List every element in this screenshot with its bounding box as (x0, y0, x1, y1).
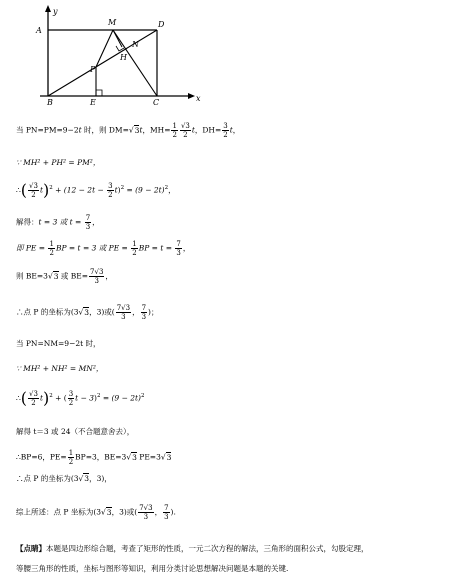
text: ∴点 P 的坐标为(3 (16, 307, 79, 317)
fraction (85, 214, 91, 231)
solution-line-14: 综上所述：点 P 坐标为(3√3，3)或( $\frac{7√3}{3}$ ， $\frac{7}{3}$ ). (16, 504, 176, 521)
text: 当 PN=PM=9−2 (16, 125, 79, 135)
denominator: 2 (183, 131, 188, 139)
denominator: 3 (164, 513, 169, 521)
text: 解得： (16, 217, 39, 227)
numerator: √3 (180, 122, 190, 130)
text: ， (182, 243, 191, 253)
text: ，3)或( (89, 307, 115, 317)
text: ，3)或( (111, 507, 138, 517)
numerator: 7√3 (90, 268, 104, 276)
denominator: 3 (85, 223, 91, 231)
label-E: E (90, 98, 96, 107)
text: ). (170, 507, 176, 517)
text: ∴BP=6，PE= (16, 452, 67, 462)
solution-line-1: 当 PN=PM=9−2t 时，则 DM=√3t，MH= $\frac{1}{2}$ $\frac{√3}{2}$ t，DH= $\frac{3}{2}$ t， (16, 122, 241, 139)
numerator: 7√3 (116, 304, 131, 312)
fraction (138, 504, 153, 521)
denominator: 3 (94, 277, 99, 285)
fraction (68, 390, 74, 407)
comment-line-1 (16, 544, 369, 554)
var-t: t (139, 125, 143, 135)
text: ， (168, 185, 176, 195)
text: 本题是四边形综合题，考查了矩形的性质，一元二次方程的解法，三角形的面积公式，勾股定理， (46, 544, 369, 553)
text: BP=3，BE=3 (75, 452, 127, 462)
fraction (163, 504, 169, 521)
denominator: 3 (176, 249, 181, 257)
var-t: t (39, 185, 43, 195)
numerator: 3 (223, 122, 228, 130)
denominator: 2 (108, 191, 113, 199)
denominator: 3 (143, 513, 149, 521)
text: ，3)， (89, 474, 112, 483)
y-axis-arrow (45, 5, 51, 12)
label-x: x (196, 94, 201, 103)
text: + ( (52, 393, 67, 403)
fraction (180, 122, 191, 139)
solution-line-9: ∵ MH² + NH² = MN²， (16, 364, 104, 373)
radicand: 3 (166, 452, 172, 462)
label-P: P (90, 65, 96, 74)
var-t: t (191, 125, 195, 135)
radicand: 3 (134, 125, 140, 135)
exponent: 2 (49, 185, 53, 191)
fraction (116, 304, 131, 321)
text: ，DH= (194, 125, 222, 135)
segment-MH (113, 30, 122, 47)
text: 时，则 DM= (81, 125, 129, 135)
var-t: t (229, 125, 233, 135)
numerator: 7 (85, 214, 91, 222)
solution-line-4 (16, 214, 100, 231)
exponent: 2 (120, 185, 125, 191)
text: ， (92, 217, 100, 227)
radicand: 3 (84, 474, 90, 483)
fraction (28, 182, 39, 199)
text: BP = t = (138, 243, 175, 253)
var-t: t (114, 185, 118, 195)
text: = (9 − 2t) (124, 185, 165, 195)
numerator: 3 (108, 182, 113, 190)
text: ， (105, 271, 113, 281)
comment-line-2: 等腰三角形的性质，坐标与图形等知识，利用分类讨论思想解决问题是本题的关键. (16, 564, 289, 573)
text: ， (154, 507, 163, 517)
fraction (48, 240, 54, 257)
denominator: 2 (31, 399, 36, 407)
label-D: D (158, 20, 165, 29)
solution-line-12: ∴BP=6，PE= $\frac{1}{2}$ BP=3，BE=3√3 PE=3√3 (16, 449, 172, 466)
text: = (9 − 2t) (100, 393, 141, 403)
fraction (28, 390, 39, 407)
text: 或 BE= (58, 271, 89, 281)
denominator: 2 (31, 191, 36, 199)
solution-line-13: ∴点 P 的坐标为(3√3，3)， (16, 474, 112, 483)
text: t = 3 或 t = (38, 217, 84, 227)
comment-tag: 【点睛】 (16, 544, 46, 553)
right-angle-E (96, 90, 102, 96)
label-N: N (132, 40, 139, 49)
label-C: C (153, 98, 160, 107)
label-H: H (120, 53, 127, 62)
solution-line-11: 解得 t＝3 或 24（不合题意舍去）， (16, 427, 135, 436)
solution-line-2: ∵ MH² + PH² = PM²， (16, 158, 101, 167)
solution-line-7: ∴点 P 的坐标为(3√3，3)或( $\frac{7√3}{3}$ ， $\frac{7}{3}$ )； (16, 304, 159, 321)
fraction (141, 304, 147, 321)
numerator: 7√3 (139, 504, 153, 512)
denominator: 2 (49, 249, 54, 257)
text: ) (94, 393, 97, 403)
text: t − 3 (75, 393, 95, 403)
radicand: 3 (106, 507, 112, 517)
text: ) (117, 185, 121, 195)
solution-line-3: ∴( $\frac{√3}{2}$ t)$^2$ + (12 − 2t − $\frac{3}{2}$ $t)^2 = (9 - 2t)^2$， (16, 180, 176, 200)
text: BP = t = 3 或 PE = (55, 243, 131, 253)
label-y: y (53, 7, 58, 16)
therefore-symbol: ∴ (16, 393, 21, 403)
fraction (171, 122, 177, 139)
text: PE=3 (136, 452, 161, 462)
numerator: 1 (132, 240, 137, 248)
fraction (107, 182, 113, 199)
text: 即 PE = (16, 243, 48, 253)
numerator: 7 (164, 504, 169, 512)
exponent: 2 (49, 393, 53, 399)
text: 则 BE=3 (16, 271, 48, 281)
radicand: 3 (132, 452, 137, 462)
text: + (12 − 2t − (52, 185, 107, 195)
exponent: 2 (140, 393, 145, 399)
solution-line-8: 当 PN=NM=9−2t 时， (16, 339, 101, 348)
exponent: 2 (164, 185, 169, 191)
denominator: 3 (141, 313, 147, 321)
denominator: 3 (121, 313, 126, 321)
fraction (175, 240, 181, 257)
text: ，MH= (142, 125, 171, 135)
solution-line-6: 则 BE=3√3 或 BE= $\frac{7√3}{3}$ ， (16, 268, 113, 285)
label-A: A (36, 26, 42, 35)
denominator: 2 (68, 399, 74, 407)
x-axis-arrow (188, 93, 195, 99)
solution-line-5 (16, 240, 190, 257)
text: )； (148, 307, 159, 317)
text: 综上所述：点 P 坐标为(3 (16, 507, 102, 517)
diagonal-BD (48, 30, 157, 96)
exponent: 2 (96, 393, 101, 399)
numerator: 7 (176, 240, 181, 248)
radicand: 3 (84, 307, 90, 317)
fraction (68, 449, 74, 466)
label-B: B (47, 98, 53, 107)
var-t: t (78, 125, 82, 135)
fraction (131, 240, 137, 257)
denominator: 2 (68, 458, 74, 466)
text: ， (132, 307, 140, 317)
numerator: √3 (29, 182, 38, 190)
var-t: t (39, 393, 43, 403)
radicand: 3 (53, 271, 59, 281)
denominator: 2 (223, 131, 228, 139)
text: ∴点 P 的坐标为(3 (16, 474, 79, 483)
text: ， (232, 125, 241, 135)
denominator: 2 (172, 131, 177, 139)
fraction (222, 122, 228, 139)
denominator: 2 (132, 249, 137, 257)
solution-line-10: ∴( $\frac{√3}{2}$ t)$^2$ + ( $\frac{3}{2}$ $t - 3)^2 = (9 - 2t)^2$ (16, 388, 145, 408)
numerator: 7 (141, 304, 147, 312)
numerator: 1 (172, 122, 177, 130)
numerator: 3 (68, 390, 74, 398)
numerator: √3 (29, 390, 38, 398)
therefore-symbol: ∴ (16, 185, 21, 195)
fraction (89, 268, 104, 285)
numerator: 1 (68, 449, 74, 457)
label-M: M (108, 18, 117, 27)
numerator: 1 (49, 240, 54, 248)
